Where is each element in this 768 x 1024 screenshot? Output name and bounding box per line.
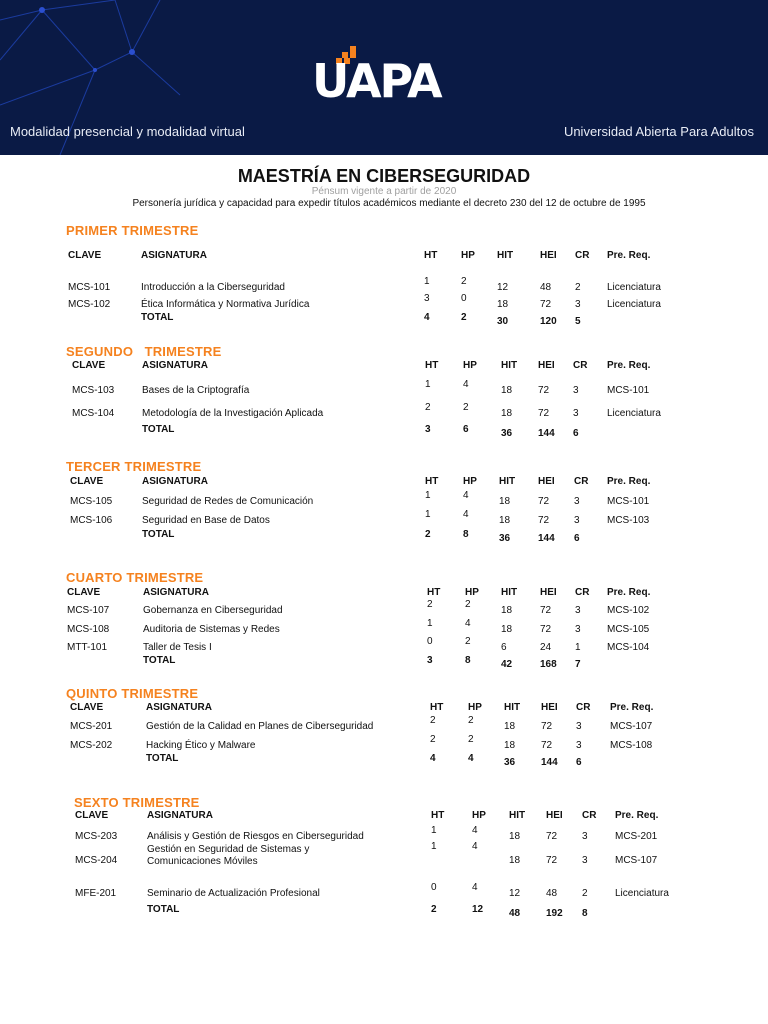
total-cr-cell: 7 [575,659,581,670]
course-code: MCS-203 [75,831,118,842]
course-code: MCS-204 [75,855,118,866]
total-hei-cell: 120 [540,316,557,327]
cr-cell: 1 [575,642,581,653]
total-hp-cell: 8 [465,655,471,666]
column-header: HT [430,702,444,713]
header-banner [0,0,768,155]
course-name: Gestión en Seguridad de Sistemas y [147,844,310,855]
prerequisite: Licenciatura [607,408,661,419]
column-header: Pre. Req. [615,810,659,821]
column-header: HT [425,360,439,371]
total-hp-cell: 12 [472,904,484,915]
hit-cell: 18 [504,740,516,751]
column-header: HEI [538,476,555,487]
column-header: CR [575,250,590,261]
prerequisite: MCS-101 [607,496,650,507]
course-name: Seguridad en Base de Datos [142,515,270,526]
course-code: MCS-201 [70,721,113,732]
column-header: HP [472,810,486,821]
total-hp-cell: 2 [461,312,467,323]
course-code: MCS-105 [70,496,113,507]
hit-cell: 18 [509,831,521,842]
hei-cell: 72 [546,831,558,842]
section-title: SEGUNDO TRIMESTRE [66,344,222,359]
ht-cell: 1 [425,490,431,501]
hei-cell: 72 [541,721,553,732]
hit-cell: 18 [501,385,513,396]
course-name: Seminario de Actualización Profesional [147,888,320,899]
total-label: TOTAL [142,424,175,435]
total-ht-cell: 4 [424,312,430,323]
total-hp-cell: 4 [468,753,474,764]
column-header: HT [425,476,439,487]
hp-cell: 4 [463,490,469,501]
hp-cell: 2 [463,402,469,413]
total-ht-cell: 3 [427,655,433,666]
course-code: MCS-106 [70,515,113,526]
course-code: MCS-202 [70,740,113,751]
column-header: HT [431,810,445,821]
total-hei-cell: 168 [540,659,557,670]
hit-cell: 6 [501,642,507,653]
prerequisite: MCS-105 [607,624,650,635]
modality-text: Modalidad presencial y modalidad virtual [10,124,245,139]
total-hp-cell: 8 [463,529,469,540]
hei-cell: 72 [538,496,550,507]
total-hei-cell: 144 [538,533,555,544]
hp-cell: 2 [468,734,474,745]
column-header: HT [427,587,441,598]
column-header: CLAVE [70,476,104,487]
column-header: Pre. Req. [607,476,651,487]
total-hit-cell: 48 [509,908,521,919]
course-code: MCS-107 [67,605,110,616]
hei-cell: 72 [538,385,550,396]
total-ht-cell: 2 [425,529,431,540]
hit-cell: 18 [501,624,513,635]
hp-cell: 4 [472,841,478,852]
course-code: MFE-201 [75,888,117,899]
cr-cell: 3 [573,385,579,396]
hit-cell: 18 [501,605,513,616]
column-header: ASIGNATURA [146,702,212,713]
total-hit-cell: 36 [499,533,511,544]
cr-cell: 3 [573,408,579,419]
column-header: HEI [541,702,558,713]
column-header: Pre. Req. [607,250,651,261]
cr-cell: 3 [582,855,588,866]
course-name: Gobernanza en Ciberseguridad [143,605,283,616]
course-name: Auditoria de Sistemas y Redes [143,624,280,635]
ht-cell: 0 [427,636,433,647]
cr-cell: 3 [575,624,581,635]
prerequisite: MCS-107 [610,721,653,732]
column-header: HEI [540,250,557,261]
cr-cell: 3 [576,740,582,751]
hei-cell: 72 [540,624,552,635]
column-header: ASIGNATURA [147,810,213,821]
hei-cell: 72 [540,299,552,310]
column-header: CLAVE [68,250,102,261]
column-header: CR [573,360,588,371]
hit-cell: 12 [509,888,521,899]
course-name: Seguridad de Redes de Comunicación [142,496,314,507]
course-name: Comunicaciones Móviles [147,856,258,867]
hei-cell: 72 [538,408,550,419]
total-hit-cell: 42 [501,659,513,670]
ht-cell: 1 [431,841,437,852]
hp-cell: 4 [463,509,469,520]
hei-cell: 72 [540,605,552,616]
course-name: Bases de la Criptografía [142,385,250,396]
total-cr-cell: 6 [576,757,582,768]
total-label: TOTAL [147,904,180,915]
course-code: MCS-103 [72,385,115,396]
section-title: SEXTO TRIMESTRE [74,795,200,810]
column-header: CR [575,587,590,598]
section-title: PRIMER TRIMESTRE [66,223,199,238]
ht-cell: 1 [425,379,431,390]
cr-cell: 3 [575,299,581,310]
hp-cell: 0 [461,293,467,304]
cr-cell: 3 [575,605,581,616]
ht-cell: 1 [431,825,437,836]
column-header: HIT [499,476,516,487]
total-label: TOTAL [143,655,176,666]
hp-cell: 4 [472,825,478,836]
column-header: ASIGNATURA [141,250,207,261]
hp-cell: 2 [465,636,471,647]
column-header: HIT [501,587,518,598]
column-header: HEI [546,810,563,821]
course-name: Gestión de la Calidad en Planes de Ciberseguridad [146,721,374,732]
total-cr-cell: 8 [582,908,588,919]
total-hit-cell: 36 [504,757,516,768]
course-code: MCS-101 [68,282,111,293]
course-name: Metodología de la Investigación Aplicada [142,408,324,419]
hp-cell: 4 [472,882,478,893]
ht-cell: 2 [430,715,436,726]
hit-cell: 18 [504,721,516,732]
total-label: TOTAL [142,529,175,540]
total-hei-cell: 144 [538,428,555,439]
column-header: CR [582,810,597,821]
hei-cell: 72 [541,740,553,751]
column-header: ASIGNATURA [143,587,209,598]
hp-cell: 2 [461,276,467,287]
column-header: HP [461,250,475,261]
ht-cell: 1 [427,618,433,629]
column-header: CLAVE [75,810,109,821]
column-header: HEI [540,587,557,598]
hit-cell: 18 [499,515,511,526]
total-hp-cell: 6 [463,424,469,435]
column-header: HIT [509,810,526,821]
ht-cell: 2 [430,734,436,745]
total-hit-cell: 36 [501,428,513,439]
prerequisite: Licenciatura [615,888,669,899]
ht-cell: 2 [427,599,433,610]
hei-cell: 72 [538,515,550,526]
hp-cell: 2 [465,599,471,610]
cr-cell: 3 [582,831,588,842]
hei-cell: 72 [546,855,558,866]
course-code: MCS-104 [72,408,115,419]
ht-cell: 1 [425,509,431,520]
cr-cell: 3 [574,515,580,526]
total-cr-cell: 5 [575,316,581,327]
total-hei-cell: 192 [546,908,563,919]
hei-cell: 48 [540,282,552,293]
cr-cell: 2 [575,282,581,293]
column-header: Pre. Req. [607,360,651,371]
prerequisite: MCS-201 [615,831,658,842]
total-ht-cell: 2 [431,904,437,915]
section-title: TERCER TRIMESTRE [66,459,202,474]
document-subtitle: Pénsum vigente a partir de 2020 [311,186,457,197]
hei-cell: 48 [546,888,558,899]
total-ht-cell: 3 [425,424,431,435]
hit-cell: 12 [497,282,509,293]
column-header: Pre. Req. [607,587,651,598]
course-name: Ética Informática y Normativa Jurídica [141,299,310,310]
course-name: Análisis y Gestión de Riesgos en Ciberseguridad [147,831,364,842]
column-header: HP [465,587,479,598]
uapa-logo [312,44,457,108]
course-name: Hacking Ético y Malware [146,740,256,751]
document-title: MAESTRÍA EN CIBERSEGURIDAD [237,166,531,186]
section-title: QUINTO TRIMESTRE [66,686,199,701]
cr-cell: 3 [574,496,580,507]
total-ht-cell: 4 [430,753,436,764]
prerequisite: Licenciatura [607,282,661,293]
prerequisite: MCS-103 [607,515,650,526]
university-name: Universidad Abierta Para Adultos [563,124,754,139]
section-title: CUARTO TRIMESTRE [66,570,204,585]
hit-cell: 18 [509,855,521,866]
column-header: CR [576,702,591,713]
column-header: ASIGNATURA [142,476,208,487]
prerequisite: MCS-104 [607,642,650,653]
prerequisite: MCS-102 [607,605,650,616]
hit-cell: 18 [501,408,513,419]
prerequisite: MCS-107 [615,855,658,866]
column-header: HIT [497,250,514,261]
column-header: HEI [538,360,555,371]
ht-cell: 0 [431,882,437,893]
prerequisite: Licenciatura [607,299,661,310]
column-header: HP [468,702,482,713]
ht-cell: 1 [424,276,430,287]
hp-cell: 2 [468,715,474,726]
hp-cell: 4 [465,618,471,629]
ht-cell: 3 [424,293,430,304]
hit-cell: 18 [497,299,509,310]
prerequisite: MCS-101 [607,385,650,396]
total-hei-cell: 144 [541,757,558,768]
column-header: ASIGNATURA [142,360,208,371]
column-header: CLAVE [72,360,106,371]
cr-cell: 2 [582,888,588,899]
column-header: HIT [501,360,518,371]
column-header: HT [424,250,438,261]
total-label: TOTAL [141,312,174,323]
column-header: CR [574,476,589,487]
hit-cell: 18 [499,496,511,507]
course-name: Taller de Tesis I [143,642,212,653]
column-header: Pre. Req. [610,702,654,713]
prerequisite: MCS-108 [610,740,653,751]
course-code: MCS-102 [68,299,111,310]
course-code: MCS-108 [67,624,110,635]
column-header: CLAVE [67,587,101,598]
column-header: HP [463,476,477,487]
total-hit-cell: 30 [497,316,509,327]
cr-cell: 3 [576,721,582,732]
total-cr-cell: 6 [573,428,579,439]
total-label: TOTAL [146,753,179,764]
hp-cell: 4 [463,379,469,390]
course-name: Introducción a la Ciberseguridad [141,282,285,293]
column-header: HIT [504,702,521,713]
legal-notice: Personería jurídica y capacidad para expedir títulos académicos mediante el decreto 230 del 12 de octubre de 1995 [132,198,646,209]
column-header: CLAVE [70,702,104,713]
hei-cell: 24 [540,642,552,653]
column-header: HP [463,360,477,371]
course-code: MTT-101 [67,642,108,653]
logo-text: UAPA [312,54,441,108]
total-cr-cell: 6 [574,533,580,544]
ht-cell: 2 [425,402,431,413]
